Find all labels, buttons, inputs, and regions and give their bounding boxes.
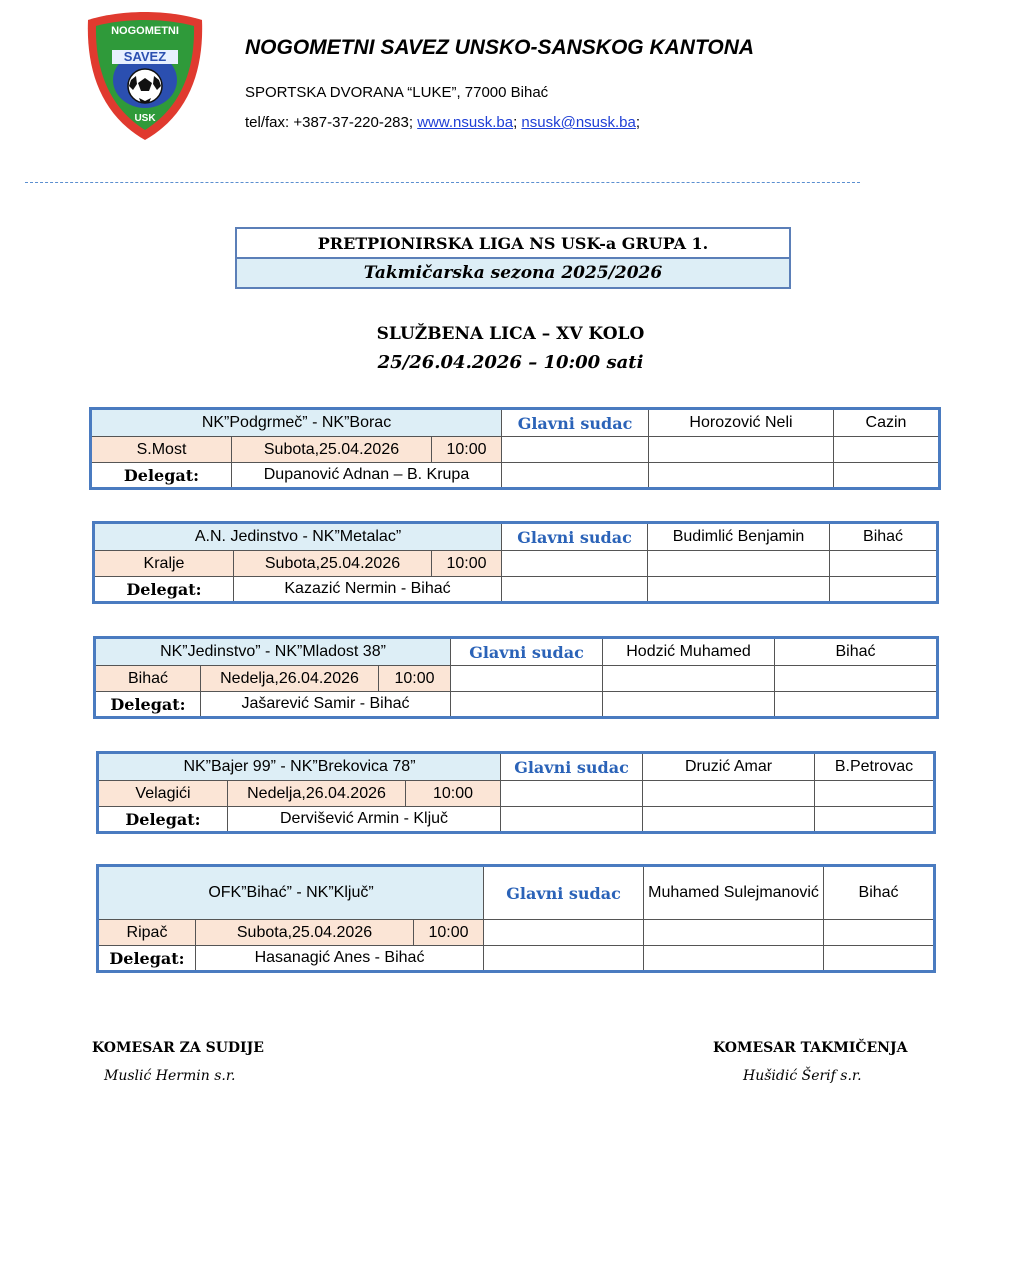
match-table [89,407,941,490]
email-link[interactable]: nsusk@nsusk.ba [521,114,636,131]
referee-name: Druzić Amar [643,753,815,781]
empty-cell [644,946,824,972]
empty-cell [775,666,938,692]
empty-cell [502,551,648,577]
referee-label: Glavni sudac [484,866,644,920]
logo-text-bottom: USK [134,113,156,124]
competition-commissioner-name: Hušidić Šerif s.r. [743,1068,862,1084]
delegate-label: Delegat: [98,807,228,833]
competition-commissioner-title: KOMESAR TAKMIČENJA [713,1040,908,1056]
match-day: Nedelja,26.04.2026 [201,666,379,692]
referee-commissioner-title: KOMESAR ZA SUDIJE [92,1040,264,1056]
delegate-name: Jašarević Samir - Bihać [201,692,451,718]
match-location: Ripač [98,920,196,946]
delegate-name: Dupanović Adnan – B. Krupa [232,463,502,489]
empty-cell [815,781,935,807]
empty-cell [824,946,935,972]
delegate-label: Delegat: [95,692,201,718]
referee-commissioner-name: Muslić Hermin s.r. [104,1068,236,1084]
match-table [96,864,936,973]
logo-text-mid: SAVEZ [123,49,167,64]
match-day: Subota,25.04.2026 [196,920,414,946]
match-table [92,521,939,604]
match-day: Subota,25.04.2026 [234,551,432,577]
referee-label: Glavni sudac [502,409,649,437]
match-teams: OFK”Bihać” - NK”Ključ” [98,866,484,920]
league-title: PRETPIONIRSKA LIGA NS USK-a GRUPA 1. [237,229,789,259]
match-teams: A.N. Jedinstvo - NK”Metalac” [94,523,502,551]
match-teams: NK”Jedinstvo” - NK”Mladost 38” [95,638,451,666]
match-location: Bihać [95,666,201,692]
round-date: 25/26.04.2026 – 10:00 sati [377,352,644,373]
empty-cell [451,692,603,718]
empty-cell [603,666,775,692]
match-teams: NK”Podgrmeč” - NK”Borac [91,409,502,437]
empty-cell [830,551,938,577]
empty-cell [648,577,830,603]
empty-cell [603,692,775,718]
match-time: 10:00 [432,437,502,463]
match-time: 10:00 [414,920,484,946]
empty-cell [830,577,938,603]
match-time: 10:00 [406,781,501,807]
match-location: S.Most [91,437,232,463]
referee-name: Muhamed Sulejmanović [644,866,824,920]
match-table [96,751,936,834]
delegate-label: Delegat: [91,463,232,489]
referee-name: Hodzić Muhamed [603,638,775,666]
referee-name: Budimlić Benjamin [648,523,830,551]
league-season: Takmičarska sezona 2025/2026 [237,259,789,287]
empty-cell [649,437,834,463]
empty-cell [834,463,940,489]
match-time: 10:00 [379,666,451,692]
referee-name: Horozović Neli [649,409,834,437]
referee-city: Bihać [830,523,938,551]
empty-cell [502,437,649,463]
delegate-name: Dervišević Armin - Ključ [228,807,501,833]
empty-cell [643,807,815,833]
header-divider [25,182,860,183]
delegate-label: Delegat: [98,946,196,972]
empty-cell [815,807,935,833]
empty-cell [484,946,644,972]
round-title: SLUŽBENA LICA – XV KOLO [376,324,645,344]
empty-cell [501,807,643,833]
match-day: Nedelja,26.04.2026 [228,781,406,807]
match-table [93,636,939,719]
empty-cell [502,463,649,489]
empty-cell [775,692,938,718]
referee-label: Glavni sudac [451,638,603,666]
match-location: Kralje [94,551,234,577]
empty-cell [484,920,644,946]
website-link[interactable]: www.nsusk.ba [417,114,514,131]
referee-city: Bihać [824,866,935,920]
delegate-name: Kazazić Nermin - Bihać [234,577,502,603]
org-name: NOGOMETNI SAVEZ UNSKO-SANSKOG KANTONA [245,36,755,59]
org-address: SPORTSKA DVORANA “LUKE”, 77000 Bihać [245,84,549,101]
match-time: 10:00 [432,551,502,577]
match-teams: NK”Bajer 99” - NK”Brekovica 78” [98,753,501,781]
empty-cell [824,920,935,946]
referee-label: Glavni sudac [501,753,643,781]
empty-cell [502,577,648,603]
contact-suffix: ; [635,114,641,131]
empty-cell [451,666,603,692]
match-location: Velagići [98,781,228,807]
empty-cell [649,463,834,489]
referee-label: Glavni sudac [502,523,648,551]
empty-cell [648,551,830,577]
empty-cell [644,920,824,946]
league-title-box [235,227,791,289]
org-contact [245,114,640,131]
empty-cell [643,781,815,807]
empty-cell [834,437,940,463]
referee-city: Bihać [775,638,938,666]
usk-logo [84,10,206,142]
referee-city: B.Petrovac [815,753,935,781]
delegate-label: Delegat: [94,577,234,603]
empty-cell [501,781,643,807]
match-day: Subota,25.04.2026 [232,437,432,463]
referee-city: Cazin [834,409,940,437]
contact-prefix: tel/fax: +387-37-220-283; [245,114,418,131]
logo-text-top: NOGOMETNI [111,25,179,37]
contact-separator: ; [513,114,522,131]
delegate-name: Hasanagić Anes - Bihać [196,946,484,972]
